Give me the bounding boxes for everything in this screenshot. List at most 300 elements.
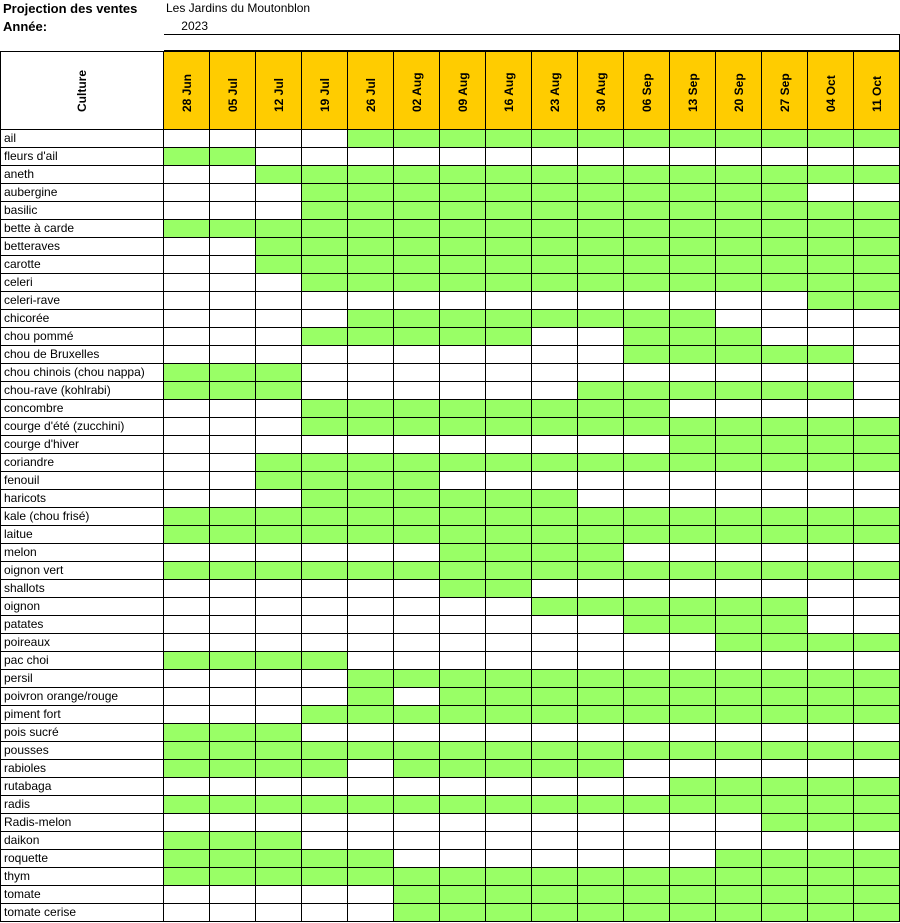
empty-cell[interactable] [394,148,440,166]
crop-name[interactable]: celeri-rave [0,292,164,310]
available-cell[interactable] [256,652,302,670]
empty-cell[interactable] [164,238,210,256]
crop-name[interactable]: concombre [0,400,164,418]
available-cell[interactable] [394,238,440,256]
empty-cell[interactable] [854,364,900,382]
empty-cell[interactable] [164,256,210,274]
available-cell[interactable] [348,670,394,688]
available-cell[interactable] [624,418,670,436]
available-cell[interactable] [532,868,578,886]
empty-cell[interactable] [578,148,624,166]
empty-cell[interactable] [256,400,302,418]
empty-cell[interactable] [578,652,624,670]
empty-cell[interactable] [670,652,716,670]
empty-cell[interactable] [302,904,348,922]
empty-cell[interactable] [762,724,808,742]
available-cell[interactable] [486,670,532,688]
available-cell[interactable] [854,130,900,148]
empty-cell[interactable] [486,616,532,634]
empty-cell[interactable] [808,490,854,508]
available-cell[interactable] [762,346,808,364]
available-cell[interactable] [716,256,762,274]
week-header[interactable] [716,51,762,130]
empty-cell[interactable] [808,616,854,634]
available-cell[interactable] [670,688,716,706]
empty-cell[interactable] [808,472,854,490]
available-cell[interactable] [670,418,716,436]
available-cell[interactable] [670,706,716,724]
available-cell[interactable] [578,256,624,274]
empty-cell[interactable] [486,472,532,490]
available-cell[interactable] [532,238,578,256]
available-cell[interactable] [348,868,394,886]
available-cell[interactable] [302,454,348,472]
empty-cell[interactable] [348,904,394,922]
empty-cell[interactable] [256,706,302,724]
available-cell[interactable] [348,508,394,526]
available-cell[interactable] [394,418,440,436]
available-cell[interactable] [532,526,578,544]
empty-cell[interactable] [578,580,624,598]
empty-cell[interactable] [716,724,762,742]
available-cell[interactable] [440,580,486,598]
crop-name[interactable]: chou-rave (kohlrabi) [0,382,164,400]
available-cell[interactable] [210,850,256,868]
available-cell[interactable] [394,526,440,544]
empty-cell[interactable] [348,364,394,382]
available-cell[interactable] [440,256,486,274]
empty-cell[interactable] [578,778,624,796]
available-cell[interactable] [808,166,854,184]
empty-cell[interactable] [440,814,486,832]
available-cell[interactable] [532,706,578,724]
available-cell[interactable] [808,382,854,400]
available-cell[interactable] [854,202,900,220]
available-cell[interactable] [486,166,532,184]
available-cell[interactable] [348,310,394,328]
available-cell[interactable] [762,616,808,634]
available-cell[interactable] [348,454,394,472]
empty-cell[interactable] [486,346,532,364]
empty-cell[interactable] [808,652,854,670]
available-cell[interactable] [486,328,532,346]
empty-cell[interactable] [532,778,578,796]
available-cell[interactable] [808,742,854,760]
available-cell[interactable] [624,184,670,202]
empty-cell[interactable] [210,904,256,922]
available-cell[interactable] [716,562,762,580]
empty-cell[interactable] [302,670,348,688]
available-cell[interactable] [854,688,900,706]
empty-cell[interactable] [486,850,532,868]
available-cell[interactable] [440,868,486,886]
empty-cell[interactable] [808,760,854,778]
empty-cell[interactable] [578,364,624,382]
available-cell[interactable] [486,904,532,922]
empty-cell[interactable] [762,760,808,778]
empty-cell[interactable] [578,490,624,508]
empty-cell[interactable] [624,760,670,778]
empty-cell[interactable] [440,382,486,400]
available-cell[interactable] [394,328,440,346]
available-cell[interactable] [348,706,394,724]
available-cell[interactable] [532,418,578,436]
empty-cell[interactable] [808,598,854,616]
available-cell[interactable] [716,274,762,292]
available-cell[interactable] [854,796,900,814]
available-cell[interactable] [808,886,854,904]
available-cell[interactable] [854,814,900,832]
empty-cell[interactable] [210,778,256,796]
available-cell[interactable] [210,868,256,886]
available-cell[interactable] [486,400,532,418]
empty-cell[interactable] [486,436,532,454]
available-cell[interactable] [302,238,348,256]
empty-cell[interactable] [302,886,348,904]
available-cell[interactable] [256,256,302,274]
empty-cell[interactable] [394,544,440,562]
available-cell[interactable] [624,238,670,256]
available-cell[interactable] [670,526,716,544]
available-cell[interactable] [210,508,256,526]
empty-cell[interactable] [394,832,440,850]
empty-cell[interactable] [440,724,486,742]
available-cell[interactable] [670,670,716,688]
empty-cell[interactable] [486,634,532,652]
available-cell[interactable] [578,904,624,922]
available-cell[interactable] [670,886,716,904]
empty-cell[interactable] [210,490,256,508]
crop-name[interactable]: thym [0,868,164,886]
empty-cell[interactable] [256,184,302,202]
available-cell[interactable] [716,436,762,454]
available-cell[interactable] [164,382,210,400]
available-cell[interactable] [394,796,440,814]
empty-cell[interactable] [302,292,348,310]
available-cell[interactable] [808,706,854,724]
empty-cell[interactable] [486,382,532,400]
available-cell[interactable] [762,508,808,526]
empty-cell[interactable] [210,580,256,598]
available-cell[interactable] [302,472,348,490]
available-cell[interactable] [762,778,808,796]
available-cell[interactable] [210,760,256,778]
available-cell[interactable] [348,166,394,184]
empty-cell[interactable] [302,148,348,166]
available-cell[interactable] [578,310,624,328]
available-cell[interactable] [762,904,808,922]
empty-cell[interactable] [854,652,900,670]
available-cell[interactable] [854,166,900,184]
empty-cell[interactable] [164,706,210,724]
available-cell[interactable] [578,508,624,526]
available-cell[interactable] [440,130,486,148]
available-cell[interactable] [440,274,486,292]
available-cell[interactable] [348,274,394,292]
available-cell[interactable] [854,508,900,526]
week-header[interactable] [854,51,900,130]
available-cell[interactable] [578,886,624,904]
available-cell[interactable] [256,832,302,850]
empty-cell[interactable] [302,814,348,832]
empty-cell[interactable] [808,148,854,166]
empty-cell[interactable] [578,832,624,850]
crop-name[interactable]: fenouil [0,472,164,490]
available-cell[interactable] [808,130,854,148]
available-cell[interactable] [670,454,716,472]
available-cell[interactable] [302,400,348,418]
available-cell[interactable] [762,670,808,688]
available-cell[interactable] [486,580,532,598]
available-cell[interactable] [440,184,486,202]
crop-name[interactable]: coriandre [0,454,164,472]
available-cell[interactable] [762,868,808,886]
empty-cell[interactable] [164,130,210,148]
empty-cell[interactable] [256,580,302,598]
empty-cell[interactable] [854,310,900,328]
crop-name[interactable]: roquette [0,850,164,868]
available-cell[interactable] [486,490,532,508]
empty-cell[interactable] [348,346,394,364]
available-cell[interactable] [440,220,486,238]
available-cell[interactable] [578,202,624,220]
available-cell[interactable] [256,742,302,760]
empty-cell[interactable] [716,652,762,670]
empty-cell[interactable] [348,724,394,742]
empty-cell[interactable] [164,904,210,922]
available-cell[interactable] [440,328,486,346]
empty-cell[interactable] [440,832,486,850]
available-cell[interactable] [256,382,302,400]
available-cell[interactable] [486,130,532,148]
available-cell[interactable] [532,256,578,274]
available-cell[interactable] [302,184,348,202]
crop-name[interactable]: kale (chou frisé) [0,508,164,526]
available-cell[interactable] [670,508,716,526]
available-cell[interactable] [854,634,900,652]
available-cell[interactable] [624,274,670,292]
empty-cell[interactable] [164,616,210,634]
available-cell[interactable] [440,310,486,328]
empty-cell[interactable] [164,202,210,220]
crop-name[interactable]: courge d'hiver [0,436,164,454]
empty-cell[interactable] [532,472,578,490]
empty-cell[interactable] [302,382,348,400]
empty-cell[interactable] [210,886,256,904]
empty-cell[interactable] [762,364,808,382]
empty-cell[interactable] [210,256,256,274]
empty-cell[interactable] [348,436,394,454]
empty-cell[interactable] [164,274,210,292]
available-cell[interactable] [624,328,670,346]
empty-cell[interactable] [348,778,394,796]
available-cell[interactable] [440,562,486,580]
available-cell[interactable] [808,778,854,796]
available-cell[interactable] [624,868,670,886]
blank-row[interactable] [164,34,900,51]
available-cell[interactable] [210,652,256,670]
available-cell[interactable] [486,796,532,814]
empty-cell[interactable] [578,472,624,490]
available-cell[interactable] [670,382,716,400]
available-cell[interactable] [808,814,854,832]
week-header[interactable] [164,51,210,130]
available-cell[interactable] [762,850,808,868]
available-cell[interactable] [440,760,486,778]
available-cell[interactable] [762,238,808,256]
empty-cell[interactable] [164,184,210,202]
available-cell[interactable] [624,742,670,760]
empty-cell[interactable] [624,832,670,850]
empty-cell[interactable] [164,454,210,472]
available-cell[interactable] [854,418,900,436]
available-cell[interactable] [302,166,348,184]
empty-cell[interactable] [716,760,762,778]
empty-cell[interactable] [394,598,440,616]
available-cell[interactable] [256,238,302,256]
available-cell[interactable] [762,742,808,760]
empty-cell[interactable] [670,400,716,418]
available-cell[interactable] [578,796,624,814]
available-cell[interactable] [578,688,624,706]
available-cell[interactable] [440,688,486,706]
empty-cell[interactable] [164,292,210,310]
available-cell[interactable] [164,850,210,868]
empty-cell[interactable] [486,814,532,832]
available-cell[interactable] [854,742,900,760]
available-cell[interactable] [716,418,762,436]
available-cell[interactable] [762,436,808,454]
available-cell[interactable] [302,652,348,670]
empty-cell[interactable] [486,364,532,382]
available-cell[interactable] [394,490,440,508]
available-cell[interactable] [716,706,762,724]
available-cell[interactable] [716,130,762,148]
available-cell[interactable] [348,418,394,436]
empty-cell[interactable] [348,292,394,310]
empty-cell[interactable] [210,292,256,310]
available-cell[interactable] [302,562,348,580]
available-cell[interactable] [716,526,762,544]
available-cell[interactable] [670,310,716,328]
available-cell[interactable] [808,292,854,310]
available-cell[interactable] [394,274,440,292]
available-cell[interactable] [440,400,486,418]
available-cell[interactable] [716,202,762,220]
available-cell[interactable] [256,220,302,238]
week-header[interactable] [302,51,348,130]
available-cell[interactable] [716,850,762,868]
empty-cell[interactable] [624,292,670,310]
available-cell[interactable] [256,724,302,742]
empty-cell[interactable] [394,850,440,868]
available-cell[interactable] [302,202,348,220]
available-cell[interactable] [716,382,762,400]
available-cell[interactable] [808,274,854,292]
available-cell[interactable] [210,742,256,760]
empty-cell[interactable] [854,472,900,490]
available-cell[interactable] [394,166,440,184]
crop-name[interactable]: fleurs d'ail [0,148,164,166]
empty-cell[interactable] [762,310,808,328]
empty-cell[interactable] [624,148,670,166]
available-cell[interactable] [716,688,762,706]
empty-cell[interactable] [348,580,394,598]
available-cell[interactable] [716,886,762,904]
empty-cell[interactable] [716,490,762,508]
available-cell[interactable] [394,904,440,922]
empty-cell[interactable] [256,346,302,364]
available-cell[interactable] [716,778,762,796]
available-cell[interactable] [532,688,578,706]
empty-cell[interactable] [440,364,486,382]
week-header[interactable] [486,51,532,130]
available-cell[interactable] [762,166,808,184]
empty-cell[interactable] [854,760,900,778]
available-cell[interactable] [578,562,624,580]
available-cell[interactable] [670,868,716,886]
available-cell[interactable] [578,742,624,760]
week-header[interactable] [808,51,854,130]
crop-name[interactable]: poivron orange/rouge [0,688,164,706]
empty-cell[interactable] [348,634,394,652]
empty-cell[interactable] [302,724,348,742]
available-cell[interactable] [762,382,808,400]
available-cell[interactable] [670,436,716,454]
available-cell[interactable] [808,526,854,544]
available-cell[interactable] [624,166,670,184]
available-cell[interactable] [670,616,716,634]
empty-cell[interactable] [532,382,578,400]
empty-cell[interactable] [348,598,394,616]
available-cell[interactable] [578,454,624,472]
empty-cell[interactable] [624,778,670,796]
empty-cell[interactable] [440,598,486,616]
empty-cell[interactable] [394,634,440,652]
crop-name[interactable]: tomate [0,886,164,904]
empty-cell[interactable] [854,400,900,418]
empty-cell[interactable] [256,886,302,904]
available-cell[interactable] [210,364,256,382]
available-cell[interactable] [394,220,440,238]
empty-cell[interactable] [486,652,532,670]
available-cell[interactable] [210,724,256,742]
available-cell[interactable] [808,238,854,256]
empty-cell[interactable] [164,328,210,346]
available-cell[interactable] [302,706,348,724]
empty-cell[interactable] [486,832,532,850]
empty-cell[interactable] [578,616,624,634]
empty-cell[interactable] [808,400,854,418]
empty-cell[interactable] [440,652,486,670]
empty-cell[interactable] [256,148,302,166]
crop-name[interactable]: pousses [0,742,164,760]
empty-cell[interactable] [210,346,256,364]
available-cell[interactable] [440,796,486,814]
available-cell[interactable] [762,598,808,616]
empty-cell[interactable] [256,328,302,346]
available-cell[interactable] [578,868,624,886]
crop-name[interactable]: bette à carde [0,220,164,238]
empty-cell[interactable] [532,832,578,850]
empty-cell[interactable] [808,580,854,598]
empty-cell[interactable] [808,184,854,202]
available-cell[interactable] [762,130,808,148]
available-cell[interactable] [394,742,440,760]
empty-cell[interactable] [670,364,716,382]
available-cell[interactable] [256,760,302,778]
empty-cell[interactable] [164,886,210,904]
